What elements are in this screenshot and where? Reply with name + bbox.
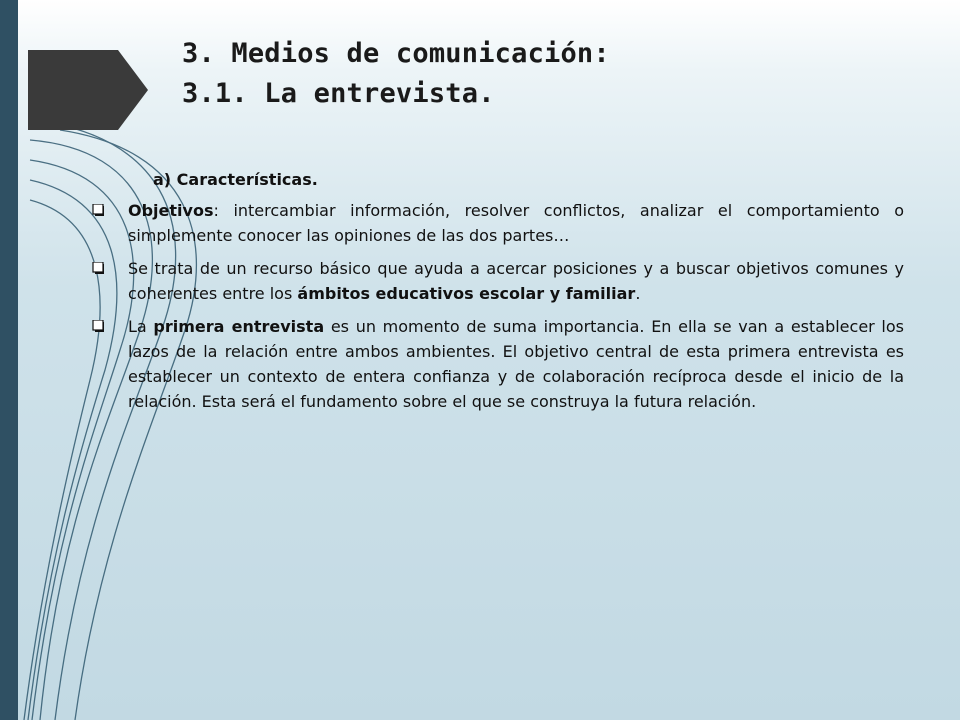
bullet-body-end: .	[635, 284, 641, 303]
hollow-square-bullet-icon	[92, 204, 104, 216]
bullet-text	[128, 259, 904, 303]
hollow-square-bullet-icon	[92, 320, 104, 332]
bullet-text	[128, 201, 904, 245]
left-accent-bar	[0, 0, 18, 720]
bullet-body: : intercambiar información, resolver conflictos, analizar el comportamiento o simplemente conocer las opiniones de las dos partes…	[128, 201, 904, 245]
bold-term: ámbitos educativos escolar y familiar	[297, 284, 636, 303]
hollow-square-bullet-icon	[92, 262, 104, 274]
bullet-item	[92, 256, 904, 306]
slide-title	[182, 34, 610, 114]
bullet-body-start: La	[128, 317, 154, 336]
header-arrow-tab	[28, 50, 148, 130]
bullet-item	[92, 198, 904, 248]
bullet-text	[128, 317, 904, 411]
bullet-body-end: es un momento de suma importancia. En ella se van a establecer los lazos de la relación entre ambos ambientes. El objetivo central de esta primera entrevista es establecer un contexto de entera confianza y de colaboración recíproca desde el inicio de la relación. Esta será el fundamento sobre el que se construya la futura relación.	[128, 317, 904, 411]
bullet-body-start: Se trata de un recurso básico que ayuda a acercar posiciones y a buscar objetivos comunes y coherentes entre los	[128, 259, 904, 303]
title-line-1: 3. Medios de comunicación:	[182, 38, 610, 69]
bold-term: Objetivos	[128, 201, 214, 220]
bold-term: primera entrevista	[153, 317, 325, 336]
subheading: a) Características.	[153, 170, 318, 189]
title-line-2: 3.1. La entrevista.	[182, 78, 495, 109]
bullet-item	[92, 314, 904, 414]
bullet-list	[92, 198, 904, 422]
